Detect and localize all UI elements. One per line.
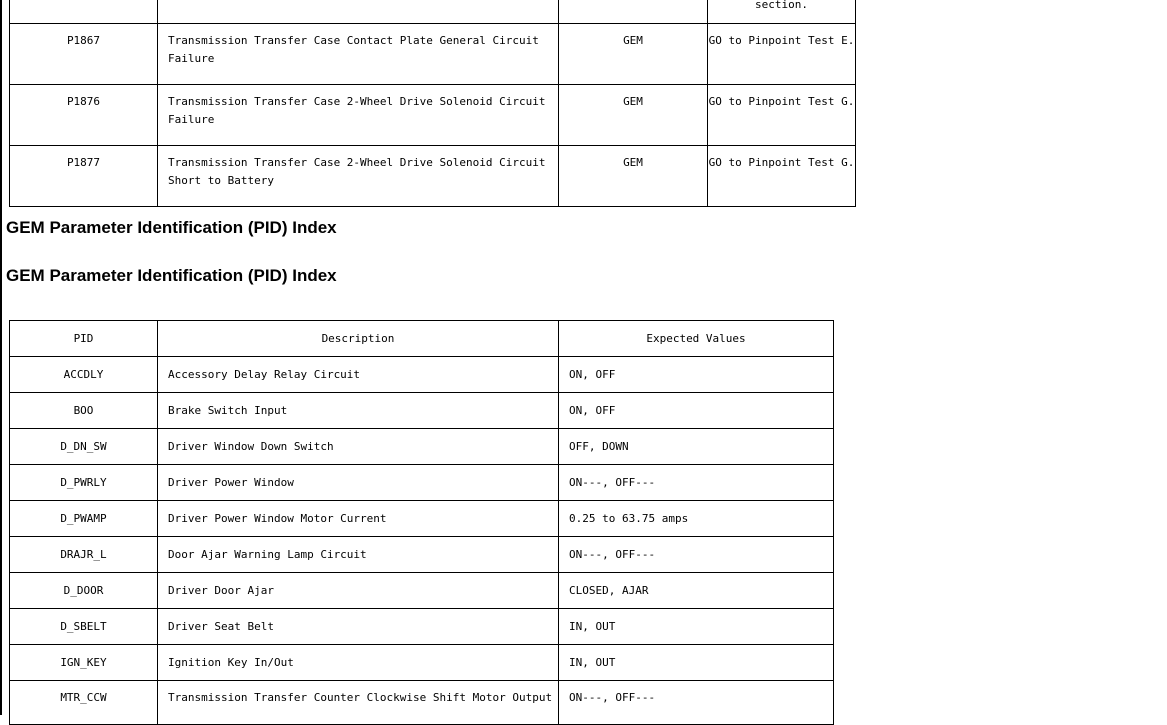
pid-code: IGN_KEY [10,645,158,681]
dtc-action: section. [708,0,856,24]
pid-expected: 0.25 to 63.75 amps [559,501,834,537]
dtc-description: Transmission Transfer Case 2-Wheel Drive Solenoid Circuit Failure [158,85,559,146]
table-row [10,645,834,681]
dtc-table [9,0,856,207]
pid-code: D_PWAMP [10,501,158,537]
dtc-description: Transmission Transfer Case 2-Wheel Drive Solenoid Circuit Short to Battery [158,146,559,207]
pid-expected: ON---, OFF--- [559,465,834,501]
table-row [10,501,834,537]
pid-description: Driver Window Down Switch [158,429,559,465]
dtc-module [559,0,708,24]
dtc-description: Transmission Transfer Case Contact Plate General Circuit Failure [158,24,559,85]
pid-expected: OFF, DOWN [559,429,834,465]
dtc-code: P1867 [10,24,158,85]
pid-code: D_DOOR [10,573,158,609]
table-row [10,24,856,85]
table-row [10,0,856,24]
page-left-border [0,0,2,715]
table-row [10,429,834,465]
dtc-module: GEM [559,85,708,146]
pid-description: Ignition Key In/Out [158,645,559,681]
dtc-code: P1876 [10,85,158,146]
section-heading: GEM Parameter Identification (PID) Index [6,266,337,285]
pid-code: D_PWRLY [10,465,158,501]
pid-description: Driver Seat Belt [158,609,559,645]
pid-description: Door Ajar Warning Lamp Circuit [158,537,559,573]
table-row [10,146,856,207]
dtc-module: GEM [559,24,708,85]
pid-expected: ON, OFF [559,393,834,429]
table-row [10,85,856,146]
pid-expected: IN, OUT [559,645,834,681]
pid-description: Driver Door Ajar [158,573,559,609]
pid-code: D_SBELT [10,609,158,645]
pid-code: D_DN_SW [10,429,158,465]
table-row [10,537,834,573]
column-header: PID [10,321,158,357]
section-heading: GEM Parameter Identification (PID) Index [6,218,337,237]
table-row [10,393,834,429]
table-header-row [10,321,834,357]
pid-description: Transmission Transfer Counter Clockwise Shift Motor Output [158,681,559,725]
pid-code: MTR_CCW [10,681,158,725]
pid-description: Driver Power Window [158,465,559,501]
dtc-module: GEM [559,146,708,207]
column-header: Description [158,321,559,357]
dtc-action: GO to Pinpoint Test G. [708,146,856,207]
pid-expected: ON---, OFF--- [559,537,834,573]
column-header: Expected Values [559,321,834,357]
dtc-code: P1877 [10,146,158,207]
pid-expected: ON, OFF [559,357,834,393]
pid-code: BOO [10,393,158,429]
pid-description: Accessory Delay Relay Circuit [158,357,559,393]
pid-expected: CLOSED, AJAR [559,573,834,609]
pid-code: DRAJR_L [10,537,158,573]
pid-code: ACCDLY [10,357,158,393]
pid-expected: IN, OUT [559,609,834,645]
dtc-code [10,0,158,24]
table-row [10,357,834,393]
table-row [10,573,834,609]
pid-table [9,320,834,725]
table-row [10,465,834,501]
pid-description: Brake Switch Input [158,393,559,429]
table-row [10,609,834,645]
dtc-description [158,0,559,24]
dtc-action: GO to Pinpoint Test E. [708,24,856,85]
table-row [10,681,834,725]
pid-description: Driver Power Window Motor Current [158,501,559,537]
pid-expected: ON---, OFF--- [559,681,834,725]
dtc-action: GO to Pinpoint Test G. [708,85,856,146]
